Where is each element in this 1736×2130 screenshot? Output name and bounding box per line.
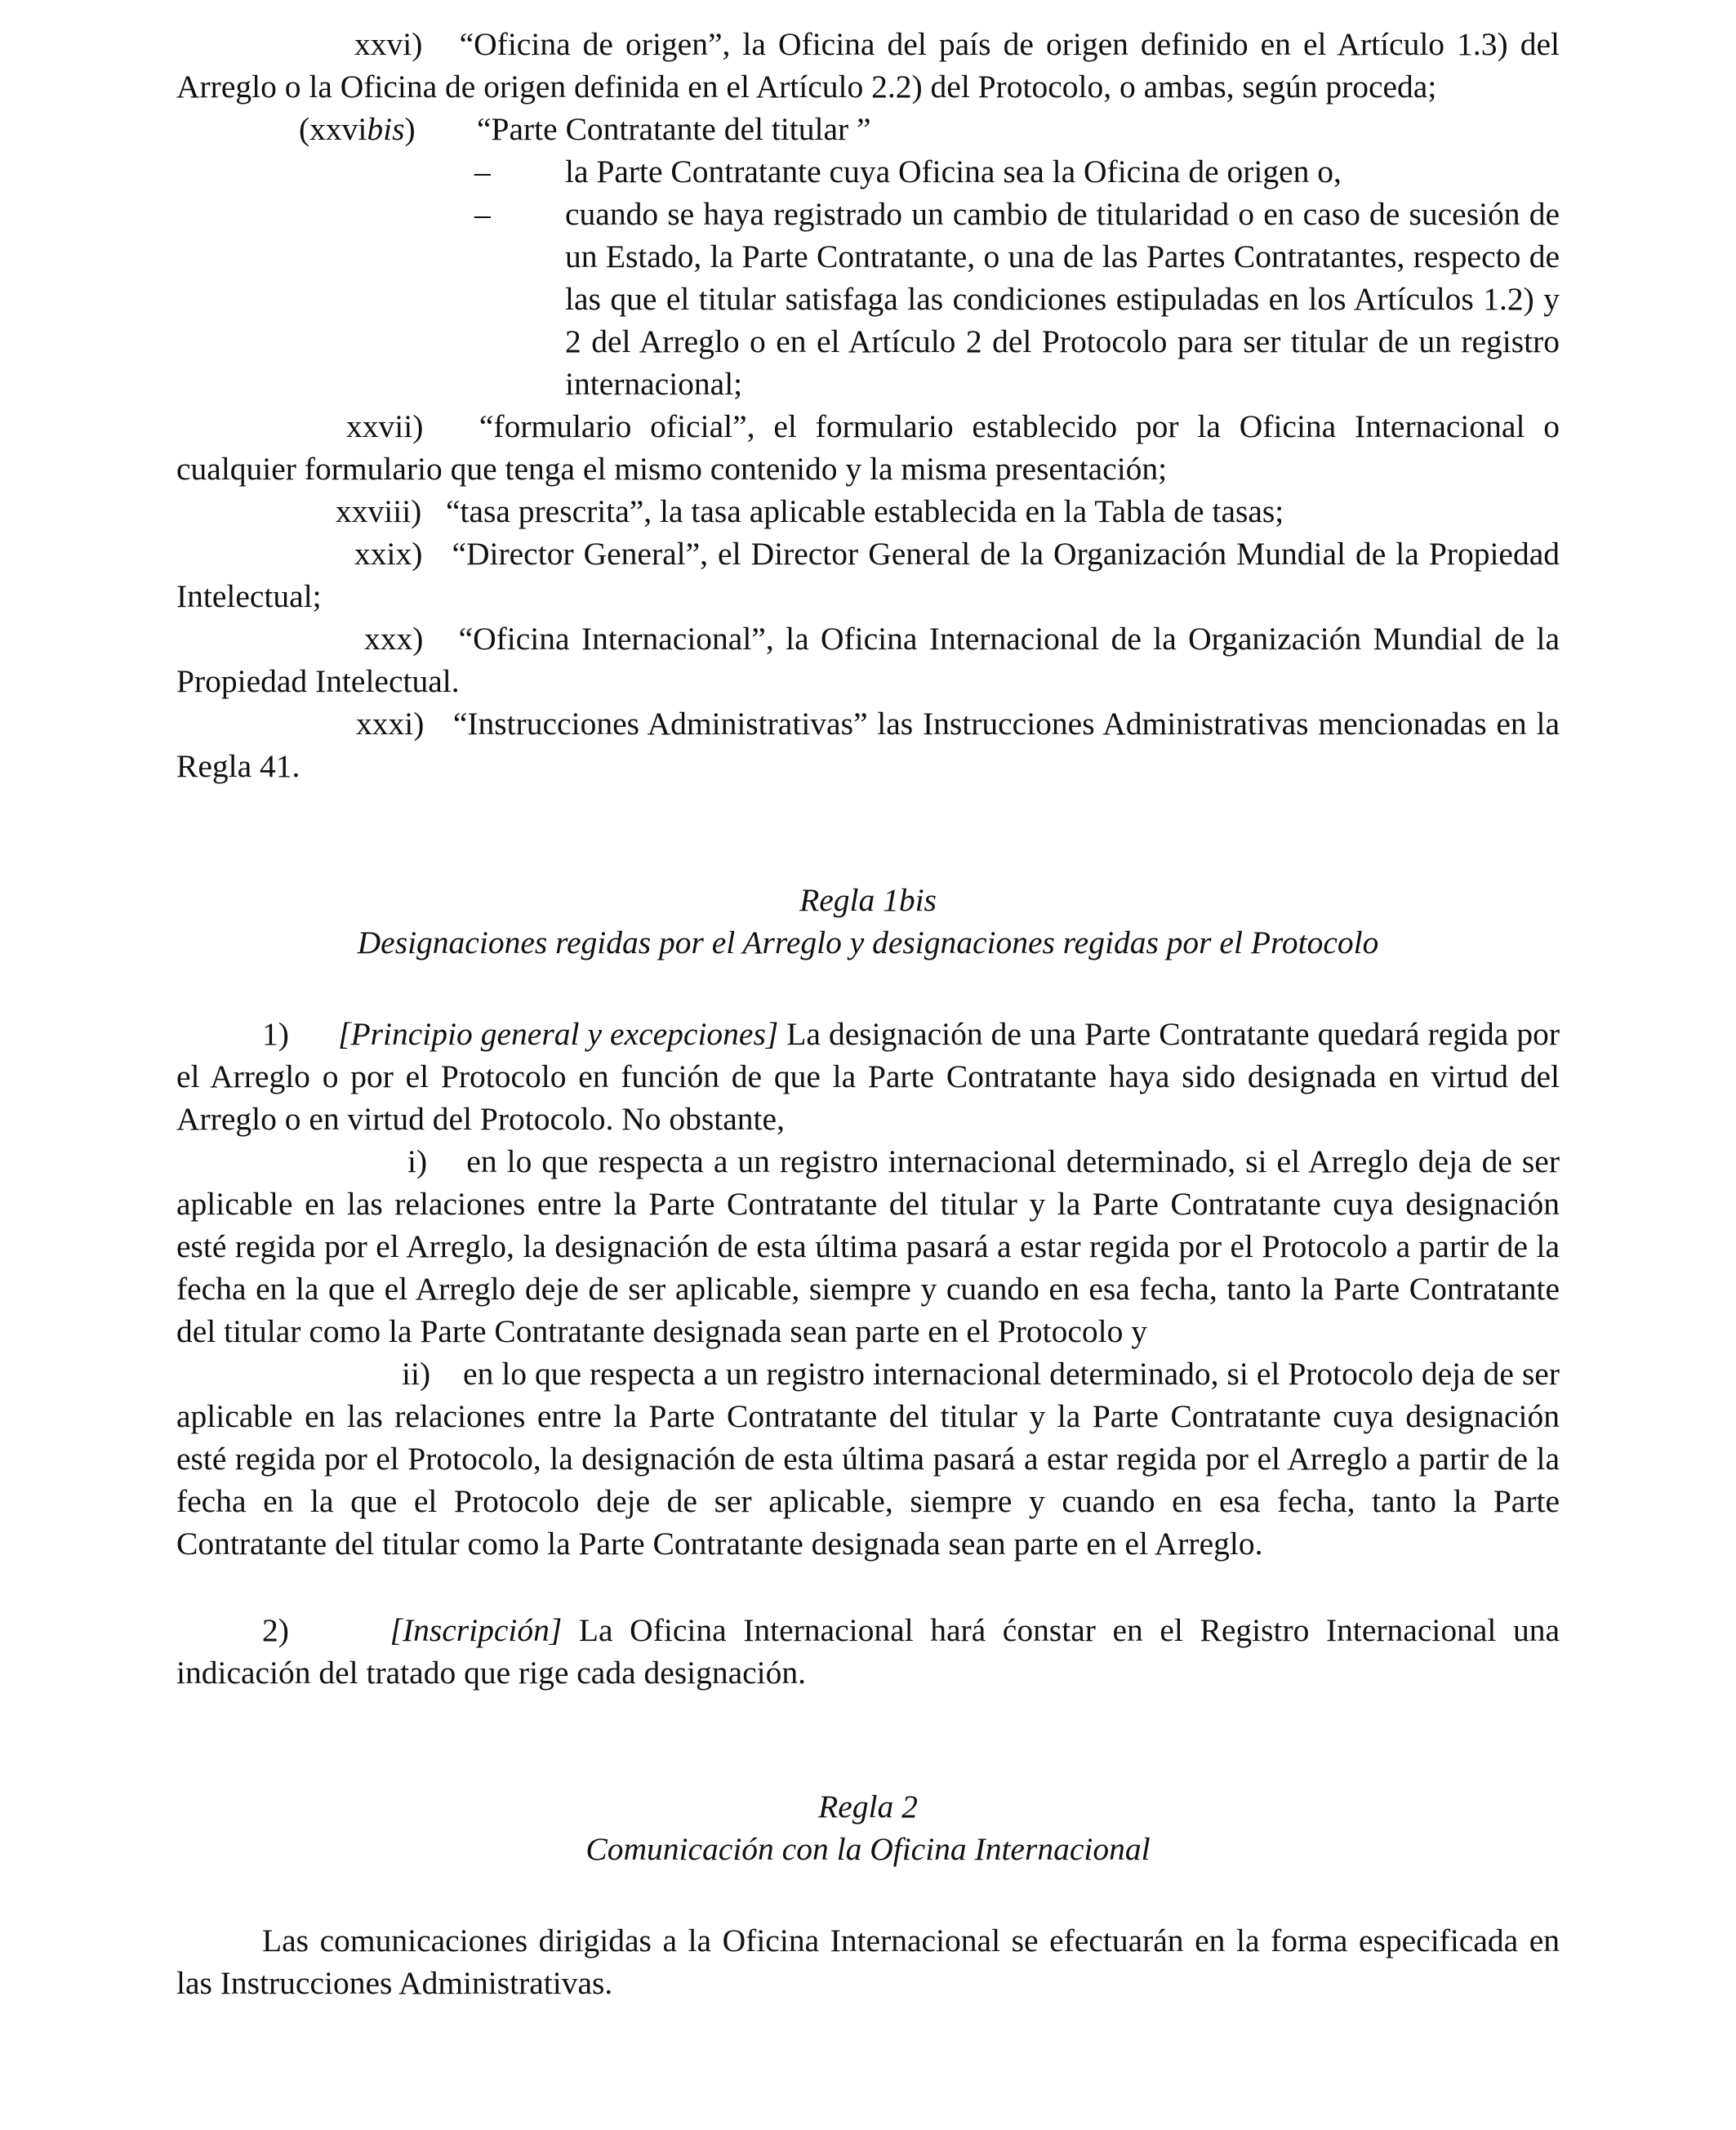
dash-bullet: – <box>474 196 491 232</box>
definition-xxvi-paragraph <box>176 23 1560 108</box>
item-text: en lo que respecta a un registro internacional determinado, si el Protocolo deja de ser aplicable en las relaciones entre la Parte Contratante del titular y la Parte Contratante cuya designación esté regida por el Protocolo, la designación de esta última pasará a estar regida por el Arreglo a partir de la fecha en la que el Protocolo deje de ser aplicable, siempre y cuando en esa fecha, tanto la Parte Contratante del titular como la Parte Contratante designada sean parte en el Arreglo. <box>176 1356 1560 1562</box>
rule-item-ii <box>176 1352 1560 1565</box>
item-text: en lo que respecta a un registro internacional determinado, si el Arreglo deja de ser aplicable en las relaciones entre la Parte Contratante del titular y la Parte Contratante cuya designación esté regida por el Arreglo, la designación de esta última pasará a estar regida por el Protocolo a partir de la fecha en la que el Arreglo deje de ser aplicable, siempre y cuando en esa fecha, tanto la Parte Contratante del titular como la Parte Contratante designada sean parte en el Protocolo y <box>176 1143 1560 1349</box>
definition-xxx <box>176 617 1560 702</box>
paragraph-text: Las comunicaciones dirigidas a la Oficina Internacional se efectuarán en la forma especificada en las Instrucciones Administrativas. <box>176 1923 1560 2001</box>
definition-number: xxix) <box>354 536 423 572</box>
definition-xxvii <box>176 405 1560 490</box>
definition-xxvibis <box>176 108 1560 150</box>
definition-text: “Oficina Internacional”, la Oficina Internacional de la Organización Mundial de la Propiedad Intelectual. <box>176 621 1560 699</box>
definition-xxix <box>176 532 1560 617</box>
dash-bullet: – <box>474 154 491 189</box>
rule-title: Regla 2 <box>818 1789 918 1825</box>
rule-subtitle: Comunicación con la Oficina Internacional <box>585 1831 1151 1867</box>
sub-item-text: la Parte Contratante cuya Oficina sea la Oficina de origen o, <box>565 154 1342 189</box>
item-number: ii) <box>402 1356 431 1392</box>
definition-number: xxx) <box>364 621 424 657</box>
paragraph-text: La Oficina Internacional hará ćonstar en el Registro Internacional una indicación del tratado que rige cada designación. <box>176 1612 1560 1691</box>
definition-number: xxvii) <box>346 408 424 444</box>
definition-number: xxxi) <box>356 706 425 742</box>
definition-text: “formulario oficial”, el formulario establecido por la Oficina Internacional o cualquier formulario que tenga el mismo contenido y la misma presentación; <box>176 408 1560 487</box>
definition-text: “tasa prescrita”, la tasa aplicable establecida en la Tabla de tasas; <box>445 493 1284 529</box>
definition-text: “Instrucciones Administrativas” las Instrucciones Administrativas mencionadas en la Regla 41. <box>176 706 1560 784</box>
document-page <box>176 23 1560 2004</box>
paragraph-number: 1) <box>262 1016 289 1052</box>
definition-xxvibis-sub1 <box>176 150 1560 193</box>
definition-number: xxviii) <box>336 493 422 529</box>
rule-subtitle: Designaciones regidas por el Arreglo y designaciones regidas por el Protocolo <box>357 925 1379 960</box>
definition-xxxi <box>176 702 1560 787</box>
rule-2-paragraph <box>176 1919 1560 2004</box>
definition-xxvibis-sub2 <box>176 193 1560 405</box>
paragraph-heading: [Inscripción] <box>389 1612 563 1648</box>
paragraph-gap <box>176 1565 1560 1609</box>
paragraph-heading: [Principio general y excepciones] <box>338 1016 779 1052</box>
rule-title: Regla 1bis <box>799 882 937 918</box>
definition-xxviii <box>176 490 1560 532</box>
section-gap <box>176 1694 1560 1785</box>
sub-item-text: cuando se haya registrado un cambio de titularidad o en caso de sucesión de un Estado, la Parte Contratante, o una de las Partes Contratantes, respecto de las que el titular satisfaga las condiciones estipuladas en los Artículos 1.2) y 2 del Arreglo o en el Artículo 2 del Protocolo para ser titular de un registro internacional; <box>565 196 1560 402</box>
section-gap <box>176 1870 1560 1919</box>
rule-item-i <box>176 1140 1560 1352</box>
definition-number: xxvi) <box>354 26 460 62</box>
section-gap <box>176 787 1560 879</box>
item-number: i) <box>407 1143 428 1179</box>
definition-number: (xxvibis) <box>299 111 416 147</box>
paragraph-number: 2) <box>262 1612 289 1648</box>
definition-text: “Director General”, el Director General de la Organización Mundial de la Propiedad Intelectual; <box>176 536 1560 614</box>
definition-text: “Oficina de origen”, la Oficina del país de origen definido en el Artículo 1.3) del Arreglo o la Oficina de origen definida en el Artículo 2.2) del Protocolo, o ambas, según proceda; <box>176 26 1560 105</box>
rule-paragraph-1 <box>176 1013 1560 1140</box>
paragraph-text: La designación de una Parte Contratante quedará regida por el Arreglo o por el Protocolo en función de que la Parte Contratante haya sido designada en virtud del Arreglo o en virtud del Protocolo. No obstante, <box>176 1016 1560 1137</box>
section-gap <box>176 964 1560 1013</box>
rule-paragraph-2 <box>176 1609 1560 1694</box>
definition-text: “Parte Contratante del titular ” <box>477 111 871 147</box>
